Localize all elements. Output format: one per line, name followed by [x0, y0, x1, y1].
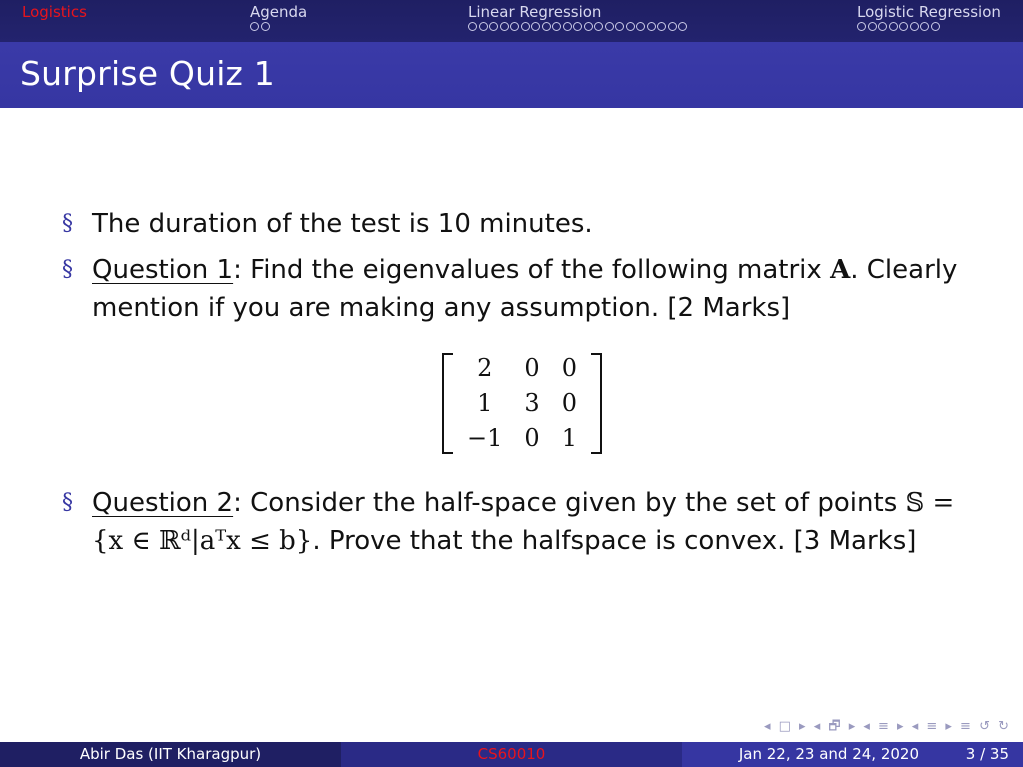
section-bullet-icon: § [62, 211, 73, 236]
matrix-row: −1 0 1 [467, 424, 577, 452]
footer-date-page [682, 742, 1023, 767]
nav-section-logistic-regression[interactable]: Logistic Regression [857, 3, 1001, 21]
question-2-label: Question 2 [92, 488, 234, 518]
question-1-label: Question 1 [92, 255, 234, 285]
nav-dots-linear-regression[interactable] [468, 22, 687, 31]
bullet-question-1: § Question 1: Find the eigenvalues of the following matrix A. Clearly mention if you are making any assumption. [2 Marks] [62, 251, 982, 327]
section-navigation [0, 0, 1023, 42]
nav-section-agenda[interactable]: Agenda [250, 3, 308, 21]
matrix-symbol: A [830, 255, 851, 285]
matrix-row: 1 3 0 [477, 389, 577, 417]
halfspace-formula: 𝕊 = {x ∈ ℝᵈ|aᵀx ≤ b} [92, 488, 955, 556]
slide-content [62, 205, 982, 560]
footer-page-number: 3 / 35 [965, 745, 1009, 763]
slide-title: Surprise Quiz 1 [20, 54, 275, 93]
bullet-duration: § The duration of the test is 10 minutes. [62, 205, 982, 243]
beamer-navigation-icons[interactable]: ◂ □ ▸ ◂ 🗗 ▸ ◂ ≡ ▸ ◂ ≡ ▸ ≡ ↺ ↻ [763, 719, 1011, 734]
matrix-container [62, 351, 982, 456]
footer-date: Jan 22, 23 and 24, 2020 [738, 745, 919, 763]
nav-dots-logistic-regression[interactable] [857, 22, 940, 31]
nav-section-logistics[interactable]: Logistics [22, 3, 87, 21]
footer-course: CS60010 [341, 742, 682, 767]
section-bullet-icon: § [62, 490, 73, 515]
matrix-row: 2 0 0 [477, 354, 577, 382]
frame-title-bar [0, 42, 1023, 108]
footline [0, 742, 1023, 767]
nav-dots-agenda[interactable] [250, 22, 270, 31]
bullet-question-2: § Question 2: Consider the half-space given by the set of points 𝕊 = {x ∈ ℝᵈ|aᵀx ≤ b}. Prove that the halfspace is convex. [3 Marks] [62, 484, 982, 560]
matrix-a [442, 351, 602, 456]
nav-section-linear-regression[interactable]: Linear Regression [468, 3, 602, 21]
footer-author: Abir Das (IIT Kharagpur) [0, 742, 341, 767]
section-bullet-icon: § [62, 257, 73, 282]
